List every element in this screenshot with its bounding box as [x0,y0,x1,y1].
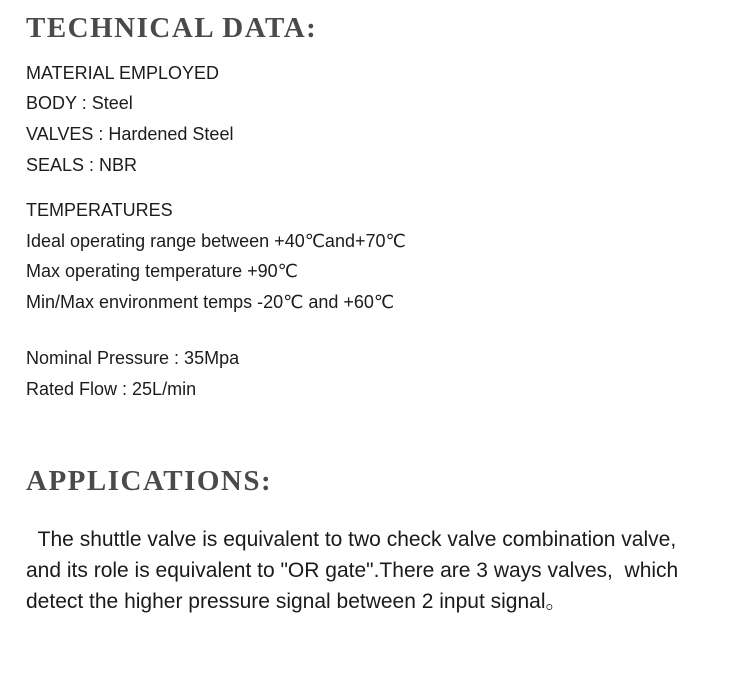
rated-flow: Rated Flow : 25L/min [26,379,197,399]
applications-paragraph: The shuttle valve is equivalent to two check valve combination valve, and its role is equivalent to "OR gate".There are 3 ways valves, which detect the higher pressure signal between 2 input signal。 [26,528,679,613]
ideal-temperature-range: Ideal operating range between +40℃and+70℃ [26,231,406,251]
nominal-pressure: Nominal Pressure : 35Mpa [26,348,240,368]
technical-data-heading: TECHNICAL DATA: [26,12,318,44]
seals-material: SEALS : NBR [26,155,138,175]
max-operating-temperature: Max operating temperature +90℃ [26,261,298,281]
valves-material: VALVES : Hardened Steel [26,124,234,144]
environment-temperature-range: Min/Max environment temps -20℃ and +60℃ [26,292,395,312]
body-material: BODY : Steel [26,93,133,113]
temperatures-title: TEMPERATURES [26,200,173,220]
material-title: MATERIAL EMPLOYED [26,63,220,83]
applications-heading: APPLICATIONS: [26,465,273,497]
